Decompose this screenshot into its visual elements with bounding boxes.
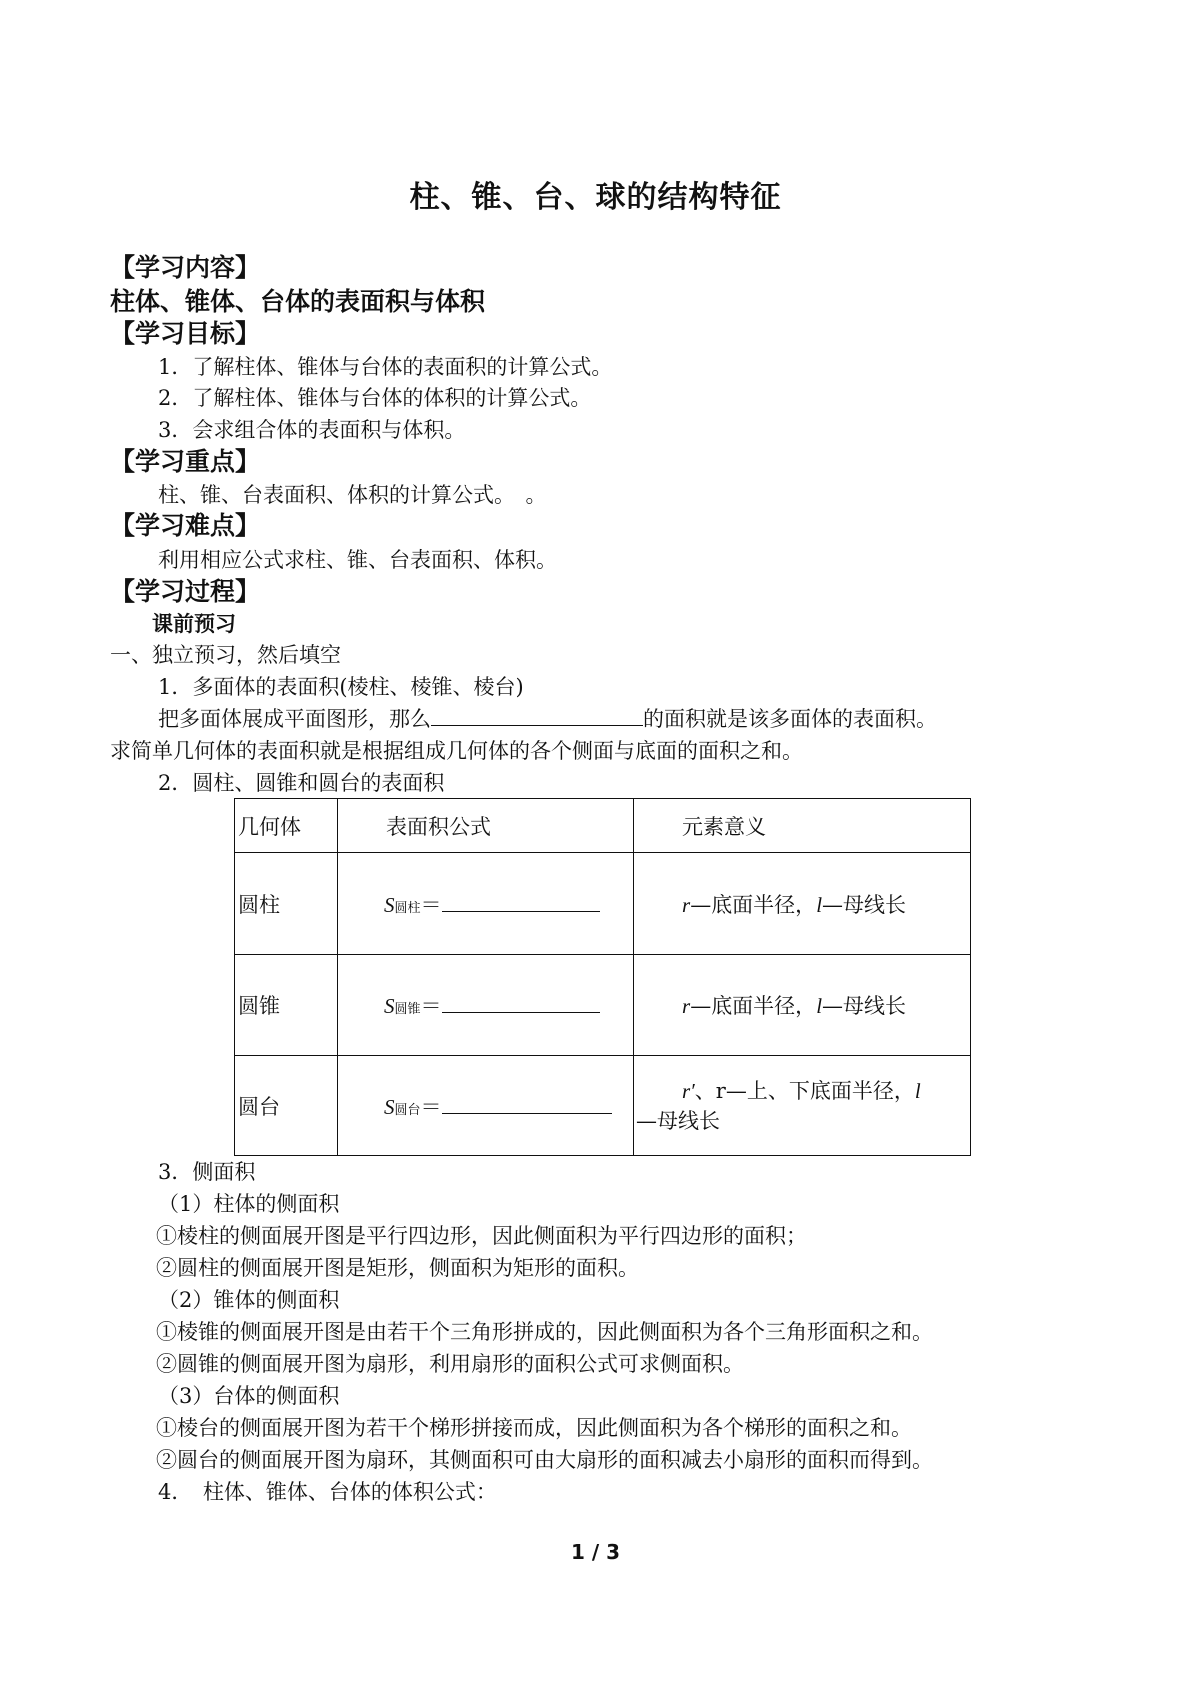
table-row (235, 1056, 971, 1156)
surface-area-table (234, 798, 971, 1156)
goals-heading: 【学习目标】 (110, 319, 261, 348)
key-points-heading: 【学习重点】 (110, 447, 261, 476)
page-title: 柱、锥、台、球的结构特征 (409, 180, 782, 215)
lateral-section-3-item-2: ②圆台的侧面展开图为扇环，其侧面积可由大扇形的面积减去小扇形的面积而得到。 (156, 1448, 933, 1472)
lateral-section-1-title: （1）柱体的侧面积 (158, 1192, 340, 1216)
fill-blank-cylinder[interactable] (442, 891, 600, 912)
key-points-text: 柱、锥、台表面积、体积的计算公式。 。 (158, 483, 547, 507)
row-meaning-cone: r—底面半径，l—母线长 (634, 955, 971, 1056)
row-meaning-cylinder: r—底面半径，l—母线长 (634, 853, 971, 955)
fill-blank-1[interactable] (431, 705, 643, 726)
lateral-section-2-item-2: ②圆锥的侧面展开图为扇形，利用扇形的面积公式可求侧面积。 (156, 1352, 744, 1376)
content-topic: 柱体、锥体、台体的表面积与体积 (110, 287, 486, 316)
lateral-title: 3．侧面积 (158, 1160, 256, 1184)
item2-title: 2．圆柱、圆锥和圆台的表面积 (158, 771, 445, 795)
table-header-meaning: 元素意义 (634, 799, 971, 853)
row-formula-cone: S圆锥＝ (338, 955, 634, 1056)
goal-item-1: 1．了解柱体、锥体与台体的表面积的计算公式。 (158, 355, 613, 379)
item1-title: 1．多面体的表面积(棱柱、棱锥、棱台) (158, 675, 524, 699)
table-row (235, 853, 971, 955)
lateral-section-3-item-1: ①棱台的侧面展开图为若干个梯形拼接而成，因此侧面积为各个梯形的面积之和。 (156, 1416, 912, 1440)
item1-text-line (158, 705, 937, 733)
preview-title: 课前预习 (152, 612, 236, 636)
goal-item-2: 2．了解柱体、锥体与台体的体积的计算公式。 (158, 386, 592, 410)
row-shape-cylinder: 圆柱 (235, 853, 338, 955)
page-number: 1 / 3 (570, 1540, 621, 1564)
lateral-section-1-item-2: ②圆柱的侧面展开图是矩形，侧面积为矩形的面积。 (156, 1256, 639, 1280)
table-header-formula: 表面积公式 (338, 799, 634, 853)
difficulties-text: 利用相应公式求柱、锥、台表面积、体积。 (158, 548, 557, 572)
lateral-section-3-title: （3）台体的侧面积 (158, 1384, 340, 1408)
item1-text-b: 的面积就是该多面体的表面积。 (643, 707, 937, 731)
item1-text-a: 把多面体展成平面图形，那么 (158, 707, 431, 731)
lateral-section-2-title: （2）锥体的侧面积 (158, 1288, 340, 1312)
difficulties-heading: 【学习难点】 (110, 511, 261, 540)
row-formula-cylinder: S圆柱＝ (338, 853, 634, 955)
row-formula-frustum: S圆台＝ (338, 1056, 634, 1156)
fill-blank-cone[interactable] (442, 992, 600, 1013)
item1-text-c: 求简单几何体的表面积就是根据组成几何体的各个侧面与底面的面积之和。 (110, 739, 803, 763)
table-row (235, 955, 971, 1056)
row-shape-cone: 圆锥 (235, 955, 338, 1056)
row-shape-frustum: 圆台 (235, 1056, 338, 1156)
fill-blank-frustum[interactable] (442, 1093, 612, 1114)
item4-title: 4． 柱体、锥体、台体的体积公式： (158, 1480, 497, 1504)
goal-item-3: 3．会求组合体的表面积与体积。 (158, 418, 466, 442)
lateral-section-1-item-1: ①棱柱的侧面展开图是平行四边形，因此侧面积为平行四边形的面积； (156, 1224, 807, 1248)
process-heading: 【学习过程】 (110, 577, 261, 606)
section-one-title: 一、独立预习，然后填空 (110, 643, 341, 667)
table-header-row (235, 799, 971, 853)
table-header-shape: 几何体 (235, 799, 338, 853)
row-meaning-frustum: r′、r—上、下底面半径，l —母线长 (634, 1056, 971, 1156)
lateral-section-2-item-1: ①棱锥的侧面展开图是由若干个三角形拼成的，因此侧面积为各个三角形面积之和。 (156, 1320, 933, 1344)
content-heading: 【学习内容】 (110, 253, 261, 282)
